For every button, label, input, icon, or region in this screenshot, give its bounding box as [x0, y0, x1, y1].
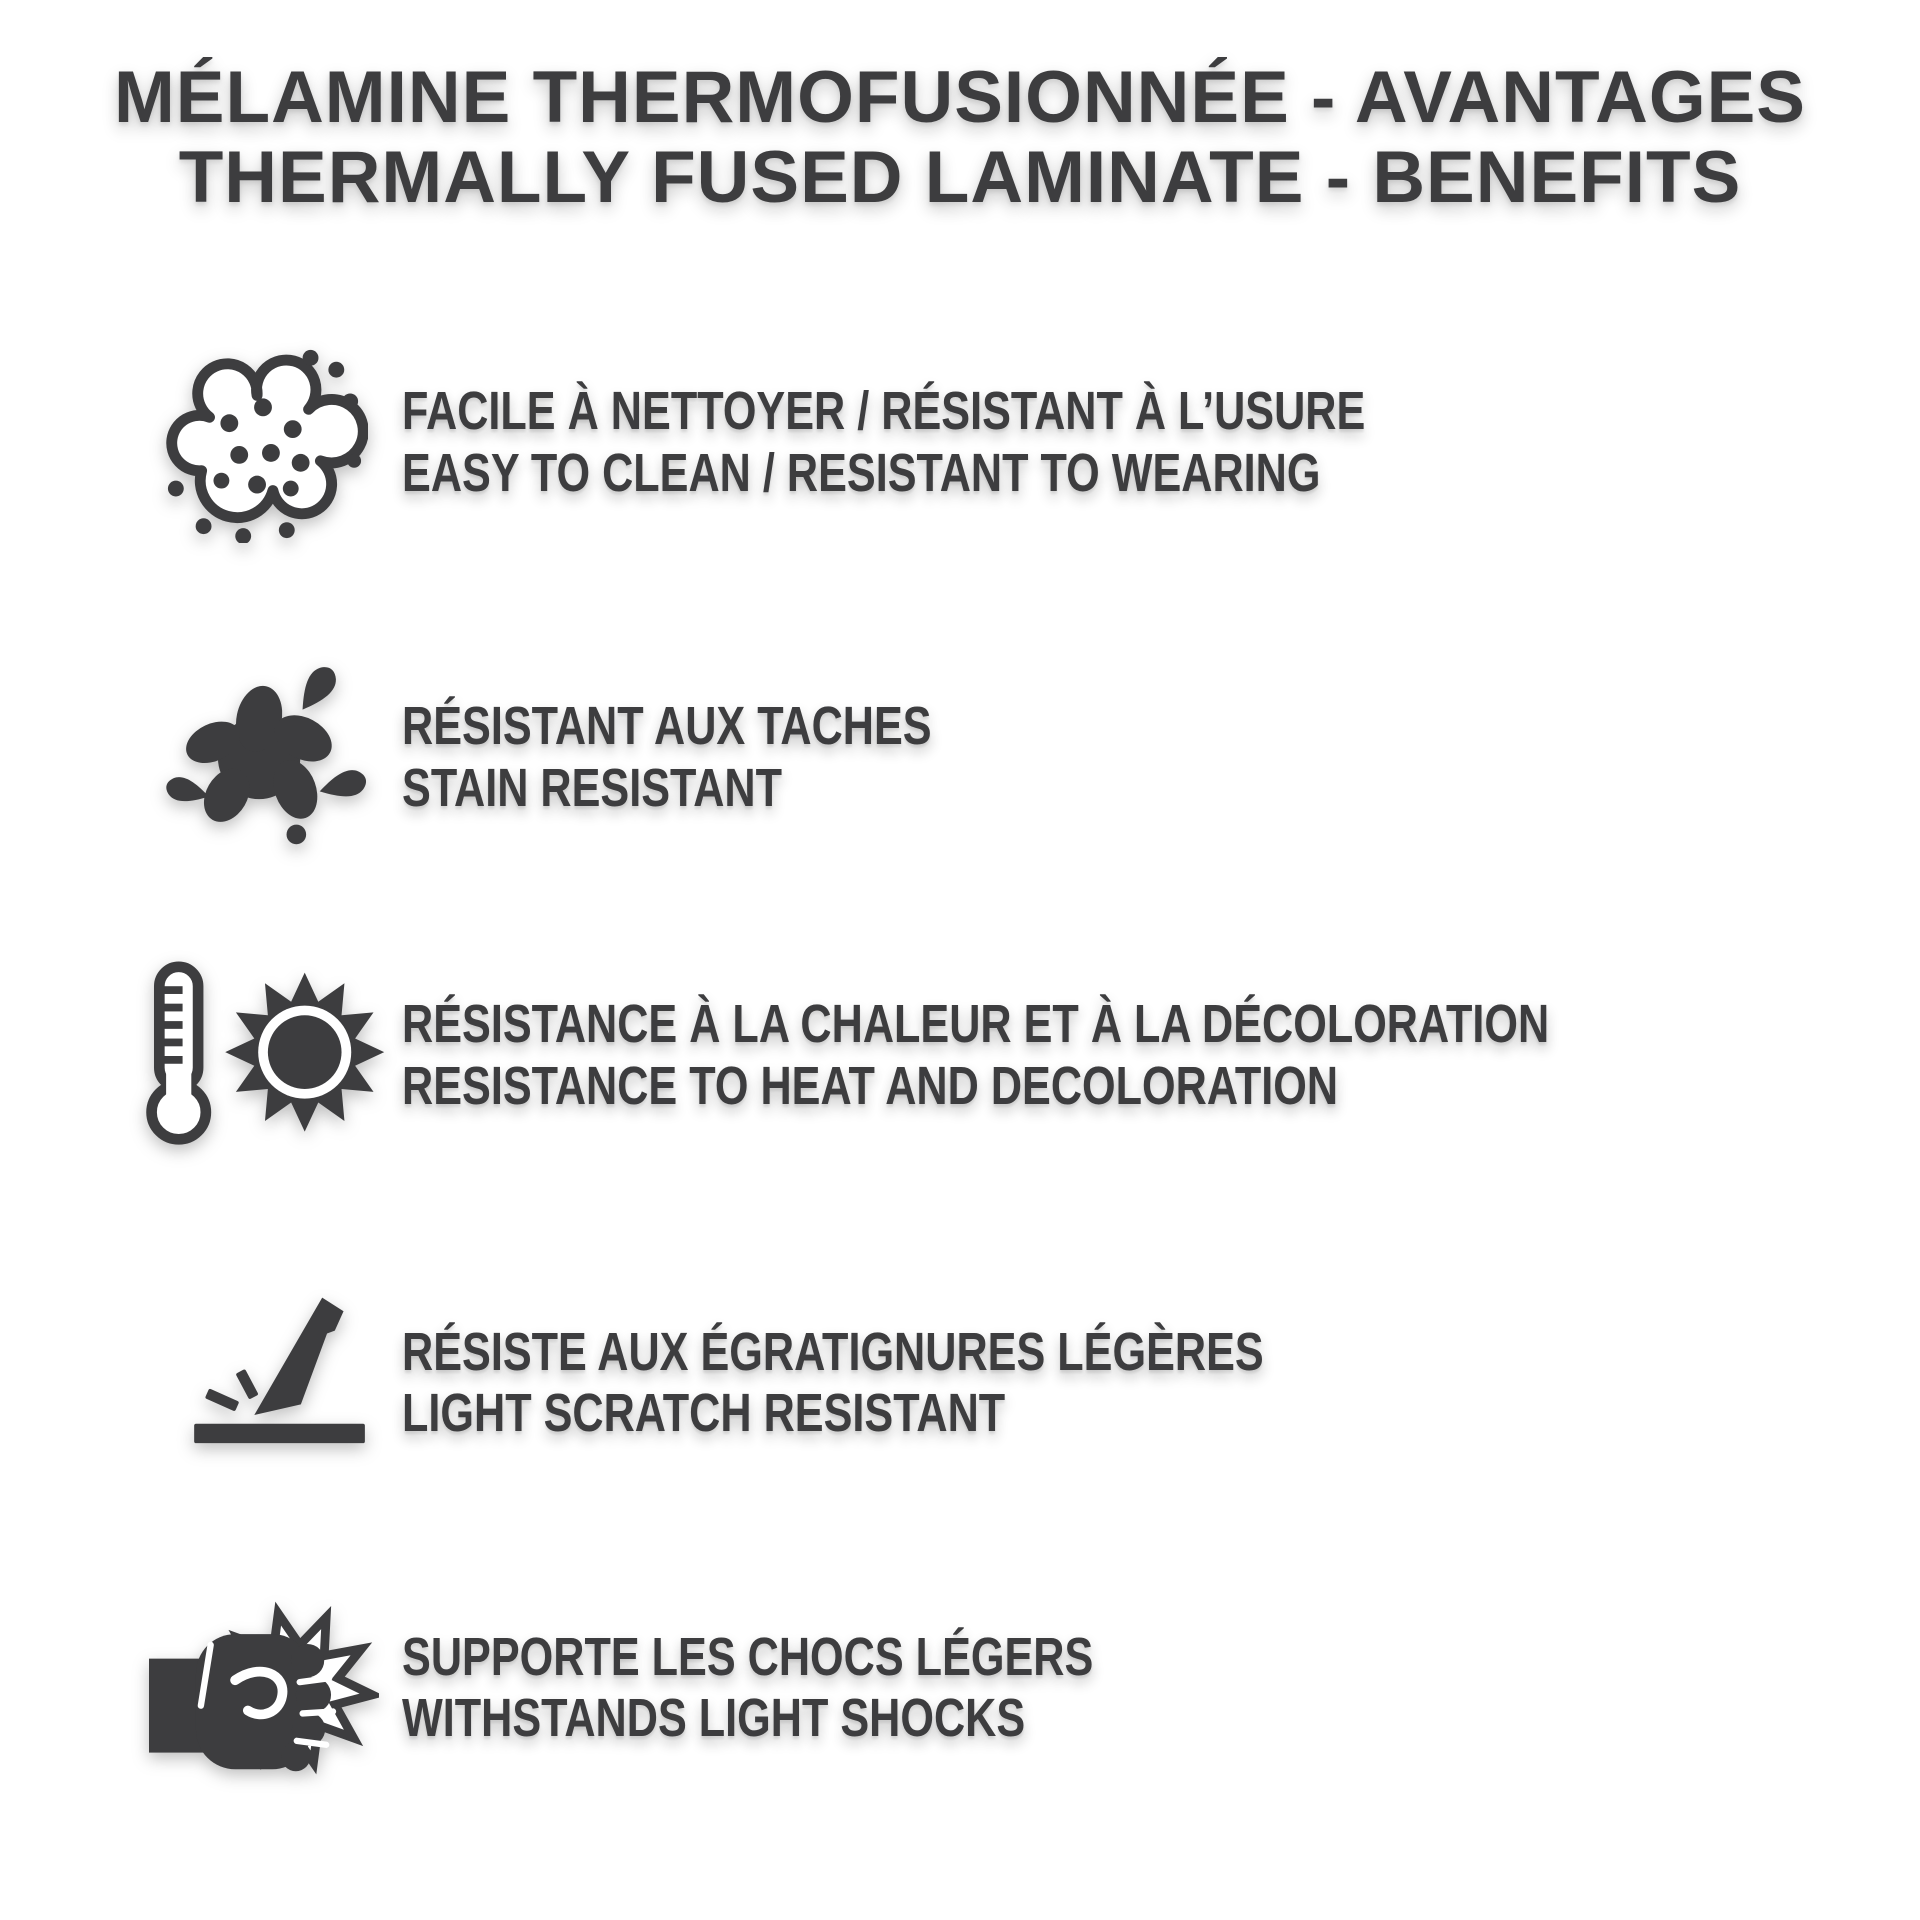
benefit-fr: RÉSISTANT AUX TACHES — [402, 696, 932, 757]
benefit-row-heat-resistance — [138, 948, 1828, 1163]
icon-box — [138, 1590, 390, 1786]
punch-icon — [149, 1590, 379, 1786]
benefit-row-shock-resistant — [138, 1583, 1828, 1793]
icon-box — [138, 660, 390, 856]
benefit-row-easy-to-clean — [138, 335, 1828, 550]
benefit-fr: RÉSISTE AUX ÉGRATIGNURES LÉGÈRES — [402, 1321, 1264, 1382]
benefit-en: LIGHT SCRATCH RESISTANT — [402, 1383, 1006, 1443]
benefit-text — [402, 1322, 1264, 1444]
benefit-row-stain-resistant — [138, 655, 1828, 860]
benefit-fr: FACILE À NETTOYER / RÉSISTANT À L’USURE — [402, 381, 1366, 442]
heat-sun-icon — [138, 957, 390, 1155]
benefit-en: STAIN RESISTANT — [402, 757, 783, 818]
benefit-en: RESISTANCE TO HEAT AND DECOLORATION — [402, 1055, 1339, 1116]
benefit-fr: RÉSISTANCE À LA CHALEUR ET À LA DÉCOLORATION — [402, 994, 1550, 1055]
stain-icon — [156, 660, 372, 856]
benefit-row-scratch-resistant — [138, 1278, 1828, 1488]
page-title — [0, 58, 1920, 219]
benefit-text — [402, 381, 1365, 503]
icon-box — [138, 957, 390, 1155]
crumbs-icon — [160, 343, 368, 543]
title-line-fr: MÉLAMINE THERMOFUSIONNÉE - AVANTAGES — [113, 57, 1806, 138]
benefit-text — [402, 994, 1549, 1116]
scratch-icon — [157, 1286, 371, 1480]
benefit-en: WITHSTANDS LIGHT SHOCKS — [402, 1688, 1026, 1748]
benefit-fr: SUPPORTE LES CHOCS LÉGERS — [402, 1626, 1094, 1687]
benefit-en: EASY TO CLEAN / RESISTANT TO WEARING — [402, 442, 1321, 503]
benefit-text — [402, 696, 932, 818]
icon-box — [138, 1286, 390, 1480]
icon-box — [138, 343, 390, 543]
benefit-text — [402, 1627, 1093, 1749]
title-line-en: THERMALLY FUSED LAMINATE - BENEFITS — [178, 137, 1742, 219]
